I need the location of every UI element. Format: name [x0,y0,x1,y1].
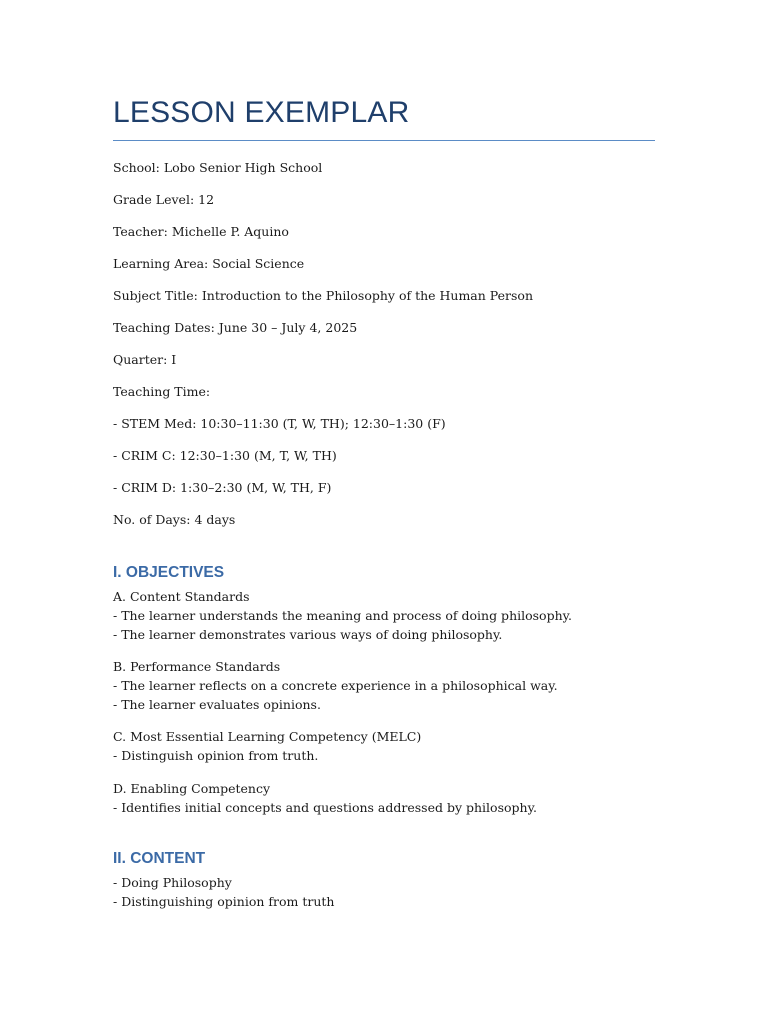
info-grade-level: Grade Level: 12 [113,192,215,207]
content-item: - Doing Philosophy [113,875,232,890]
content-standards-item: - The learner demonstrates various ways of doing philosophy. [113,627,503,642]
content-standards-block [113,587,572,644]
title-underline-rule [113,140,655,141]
enabling-competency-block [113,779,537,817]
info-subject-title: Subject Title: Introduction to the Philosophy of the Human Person [113,288,534,303]
objectives-heading: I. OBJECTIVES [113,564,225,581]
info-number-of-days: No. of Days: 4 days [113,512,236,527]
performance-standards-block [113,657,558,714]
info-learning-area: Learning Area: Social Science [113,256,305,271]
document-title: LESSON EXEMPLAR [113,96,410,129]
info-teaching-dates: Teaching Dates: June 30 – July 4, 2025 [113,320,358,335]
melc-title: C. Most Essential Learning Competency (MELC) [113,729,422,744]
info-quarter: Quarter: I [113,352,177,367]
enabling-competency-item: - Identifies initial concepts and questions addressed by philosophy. [113,800,537,815]
melc-block [113,727,421,765]
enabling-competency-title: D. Enabling Competency [113,781,271,796]
performance-standards-item: - The learner reflects on a concrete experience in a philosophical way. [113,678,558,693]
info-schedule-crim-c: - CRIM C: 12:30–1:30 (M, T, W, TH) [113,448,337,463]
content-heading: II. CONTENT [113,850,206,867]
performance-standards-item: - The learner evaluates opinions. [113,697,321,712]
info-schedule-stem-med: - STEM Med: 10:30–11:30 (T, W, TH); 12:30–1:30 (F) [113,416,446,431]
content-item: - Distinguishing opinion from truth [113,894,335,909]
melc-item: - Distinguish opinion from truth. [113,748,319,763]
info-teacher: Teacher: Michelle P. Aquino [113,224,289,239]
info-teaching-time: Teaching Time: [113,384,211,399]
content-standards-item: - The learner understands the meaning and process of doing philosophy. [113,608,573,623]
lesson-info-list [113,160,533,544]
content-list [113,873,334,911]
info-school: School: Lobo Senior High School [113,160,323,175]
performance-standards-title: B. Performance Standards [113,659,281,674]
info-schedule-crim-d: - CRIM D: 1:30–2:30 (M, W, TH, F) [113,480,332,495]
content-standards-title: A. Content Standards [113,589,250,604]
